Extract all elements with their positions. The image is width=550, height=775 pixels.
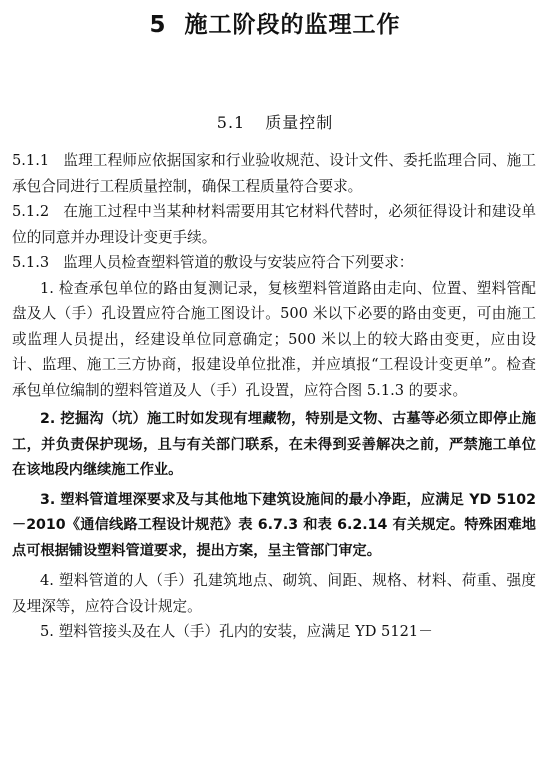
list-item-2: 2. 挖掘沟（坑）施工时如发现有埋藏物，特别是文物、古墓等必须立即停止施工，并负责保护现场，且与有关部门联系，在未得到妥善解决之前，严禁施工单位在该地段内继续施工作业。: [12, 411, 536, 478]
chapter-title-text: 施工阶段的监理工作: [184, 12, 401, 38]
section-title-text: 质量控制: [265, 113, 334, 132]
chapter-number: 5: [149, 12, 167, 38]
section-title: [0, 110, 550, 133]
section-number: 5.1: [216, 113, 246, 132]
list-item-5: 5. 塑料管接头及在人（手）孔内的安装，应满足 YD 5121－: [40, 623, 433, 640]
clause-5-1-1: [12, 148, 536, 199]
clause-text: 监理人员检查塑料管道的敷设与安装应符合下列要求：: [63, 254, 414, 271]
clause-text: 在施工过程中当某种材料需要用其它材料代替时，必须征得设计和建设单位的同意并办理设计变更手续。: [12, 203, 536, 246]
clause-5-1-2: [12, 199, 536, 250]
clause-text: 监理工程师应依据国家和行业验收规范、设计文件、委托监理合同、施工承包合同进行工程质量控制，确保工程质量符合要求。: [12, 152, 536, 195]
clause-number: 5.1.1: [12, 152, 50, 169]
list-item-4: 4. 塑料管道的人（手）孔建筑地点、砌筑、间距、规格、材料、荷重、强度及埋深等，应符合设计规定。: [12, 572, 536, 615]
body-text: [12, 148, 536, 645]
clause-5-1-3: [12, 250, 536, 276]
clause-number: 5.1.2: [12, 203, 50, 220]
list-item-3: 3. 塑料管道埋深要求及与其他地下建筑设施间的最小净距，应满足 YD 5102－2010《通信线路工程设计规范》表 6.7.3 和表 6.2.14 有关规定。特殊困难地点可根据铺设塑料管道要求，提出方案，呈主管部门审定。: [12, 491, 536, 559]
chapter-title: [0, 6, 550, 39]
list-item-1: 1. 检查承包单位的路由复测记录，复核塑料管道路由走向、位置、塑料管配盘及人（手）孔设置应符合施工图设计。500 米以下必要的路由变更，可由施工或监理人员提出，经建设单位同意确定；500 米以上的较大路由变更，应由设计、监理、施工三方协商，报建设单位批准，并应填报“工程设计变更单”。检查承包单位编制的塑料管道及人（手）孔设置，应符合图 5.1.3 的要求。: [12, 279, 536, 399]
clause-number: 5.1.3: [12, 254, 50, 271]
